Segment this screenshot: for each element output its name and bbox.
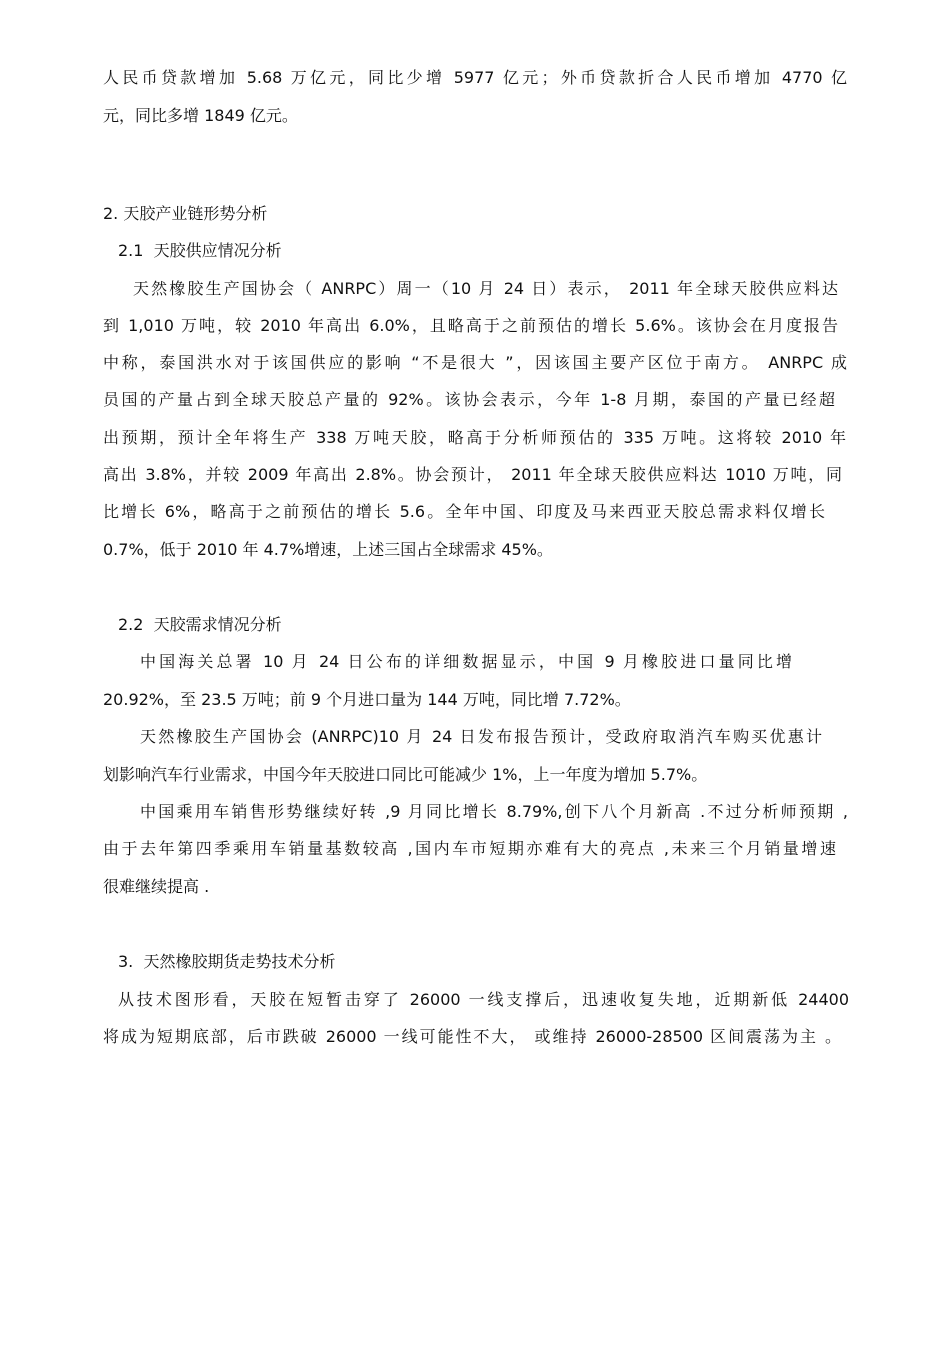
p21-line-2: 到 1,010 万吨，较 2010 年高出 6.0%，且略高于之前预估的增长 5.6%。该协会在月度报告	[103, 316, 838, 335]
p22c-line-2: 由于去年第四季乘用车销量基数较高 ,国内车市短期亦难有大的亮点 ,未来三个月销量增速	[103, 839, 836, 858]
p3-line-1: 从技术图形看，天胶在短暂击穿了 26000 一线支撑后，迅速收复失地，近期新低 24400	[118, 990, 849, 1009]
p21-line-4: 员国的产量占到全球天胶总产量的 92%。该协会表示，今年 1-8 月期，泰国的产量已经超	[103, 390, 835, 409]
p3-line-2: 将成为短期底部，后市跌破 26000 一线可能性不大， 或维持 26000-28500 区间震荡为主 。	[103, 1027, 841, 1046]
section-3-heading: 3. 天然橡胶期货走势技术分析	[118, 952, 336, 971]
p22b-line-2: 划影响汽车行业需求，中国今年天胶进口同比可能减少 1%，上一年度为增加 5.7%。	[103, 765, 708, 784]
p22b-line-1: 天然橡胶生产国协会 (ANRPC)10 月 24 日发布报告预计，受政府取消汽车购买优惠计	[140, 727, 822, 746]
section-2-2-heading: 2.2 天胶需求情况分析	[118, 615, 282, 634]
p21-line-7: 比增长 6%，略高于之前预估的增长 5.6。全年中国、印度及马来西亚天胶总需求料仅增长	[103, 502, 825, 521]
p21-line-8: 0.7%，低于 2010 年 4.7%增速，上述三国占全球需求 45%。	[103, 540, 553, 559]
intro-line-2: 元，同比多增 1849 亿元。	[103, 106, 298, 125]
p22c-line-1: 中国乘用车销售形势继续好转 ,9 月同比增长 8.79%,创下八个月新高 .不过分析师预期 ,	[140, 802, 848, 821]
p21-line-1: 天然橡胶生产国协会（ ANRPC）周一（10 月 24 日）表示， 2011 年全球天胶供应料达	[133, 279, 838, 298]
p22a-line-2: 20.92%，至 23.5 万吨；前 9 个月进口量为 144 万吨，同比增 7.72%。	[103, 690, 631, 709]
p21-line-3: 中称，泰国洪水对于该国供应的影响 “不是很大 ”，因该国主要产区位于南方。 ANRPC 成	[103, 353, 847, 372]
intro-line-1: 人民币贷款增加 5.68 万亿元，同比少增 5977 亿元；外币贷款折合人民币增加 4770 亿	[103, 68, 847, 87]
section-2-1-heading: 2.1 天胶供应情况分析	[118, 241, 282, 260]
section-2-heading: 2. 天胶产业链形势分析	[103, 204, 268, 223]
p21-line-6: 高出 3.8%，并较 2009 年高出 2.8%。协会预计， 2011 年全球天胶供应料达 1010 万吨，同	[103, 465, 842, 484]
p22a-line-1: 中国海关总署 10 月 24 日公布的详细数据显示，中国 9 月橡胶进口量同比增	[140, 652, 792, 671]
p22c-line-3: 很难继续提高 .	[103, 877, 210, 896]
p21-line-5: 出预期，预计全年将生产 338 万吨天胶，略高于分析师预估的 335 万吨。这将较 2010 年	[103, 428, 846, 447]
